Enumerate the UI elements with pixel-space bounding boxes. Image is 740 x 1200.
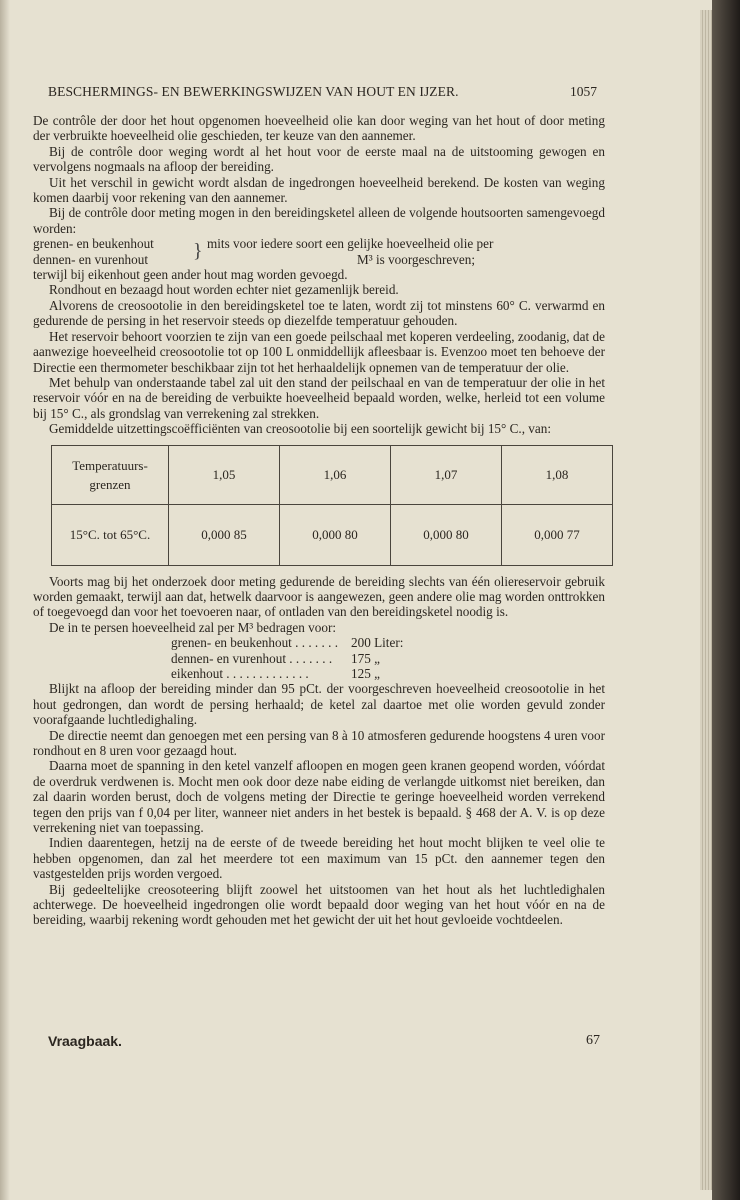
- table-column-header: 1,08: [502, 445, 613, 504]
- paragraph: Bij de contrôle door weging wordt al het hout voor de eerste maal na de uitstooming gewogen en vervolgens nogmaals na afloop der bereiding.: [33, 143, 605, 175]
- wood-rest-2: M³ is voorgeschreven;: [357, 251, 475, 267]
- paragraph: De in te persen hoeveelheid zal per M³ bedragen voor:: [49, 619, 337, 635]
- table-row-label: 15°C. tot 65°C.: [52, 504, 169, 565]
- table-header-label: Temperatuurs- grenzen: [52, 445, 169, 504]
- paragraph: Het reservoir behoort voorzien te zijn van een goede peilschaal met koperen verdeeling, zoodanig, dat de aanwezige hoeveelheid creosootolie tot op 100 L onmiddellijk afleesbaar is. Evenzoo moet ten behoeve der Directie een thermometer beschikbaar zijn tot het herhaaldelijk opnemen van de temperatuur der olie.: [33, 328, 605, 375]
- table-header-row: [52, 445, 613, 504]
- quantity-label: grenen- en beukenhout . . . . . . .: [171, 635, 338, 651]
- scan-background: [712, 0, 740, 1200]
- table-cell: 0,000 85: [169, 504, 280, 565]
- quantity-label: eikenhout . . . . . . . . . . . . .: [171, 665, 309, 681]
- footer-signature: 67: [586, 1033, 600, 1048]
- quantity-value: 175 „: [351, 650, 380, 666]
- table-column-header: 1,05: [169, 445, 280, 504]
- quantity-value: 200 Liter:: [351, 635, 404, 651]
- paragraph: Blijkt na afloop der bereiding minder dan 95 pCt. der voorgeschreven hoeveelheid creosootolie in het hout gedrongen, dan wordt de persing herhaald; de ketel zal daartoe met olie worden gevuld zonder voorafgaande luchtledighaling.: [33, 681, 605, 728]
- body-text: [33, 113, 605, 928]
- wood-line-2: dennen- en vurenhout: [33, 251, 148, 267]
- table-cell: 0,000 77: [502, 504, 613, 565]
- paragraph: Uit het verschil in gewicht wordt alsdan de ingedrongen hoeveelheid berekend. De kosten van weging komen daarbij voor rekening van den aannemer.: [33, 174, 605, 206]
- paragraph: Voorts mag bij het onderzoek door meting gedurende de bereiding slechts van één oliereservoir gebruik worden gemaakt, terwijl aan dat, hetwelk daarvoor is aangewezen, geen andere olie mag worden onttrokken of toegevoegd dan voor het toevoeren naar, of ontladen van den bereidingsketel noodig is.: [33, 573, 605, 620]
- paragraph: terwijl bij eikenhout geen ander hout mag worden gevoegd.: [33, 267, 348, 283]
- table-row: [52, 504, 613, 565]
- table-column-header: 1,07: [391, 445, 502, 504]
- quantity-row: [33, 666, 605, 681]
- table-cell: 0,000 80: [391, 504, 502, 565]
- paragraph: Rondhout en bezaagd hout worden echter niet gezamenlijk bereid.: [49, 282, 399, 298]
- paragraph: De directie neemt dan genoegen met een persing van 8 à 10 atmosferen gedurende hoogstens 4 uren voor rondhout en 8 uren voor gezaagd hout.: [33, 727, 605, 758]
- paragraph: Alvorens de creosootolie in den bereidingsketel toe te laten, wordt zij tot minstens 60° C. verwarmd en gedurende de persing in het reservoir steeds op diezelfde temperatuur gehouden.: [33, 297, 605, 329]
- expansion-table: [51, 445, 605, 566]
- wood-line-1: grenen- en beukenhout: [33, 236, 154, 252]
- quantity-value: 125 „: [351, 665, 380, 681]
- paragraph: Daarna moet de spanning in den ketel vanzelf afloopen en mogen geen kranen geopend worden, vóórdat de overdruk verdwenen is. Mocht men ook door deze nabe eiding de verlangde uitkomst niet bereiken, dan zal daarin worden berust, doch de volgens meting der Directie te geringe hoeveelheid worden verrekend tegen den prijs van f 0,04 per liter, wanneer niet anders in het bestek is bepaald. § 468 der A. V. is op deze verrekening niet van toepassing.: [33, 758, 605, 836]
- paragraph: De contrôle der door het hout opgenomen hoeveelheid olie kan door weging van het hout of door meting der verbruikte hoeveelheid olie geschieden, ter keuze van den aannemer.: [33, 113, 605, 144]
- wood-group: [33, 236, 605, 267]
- paragraph: Bij de contrôle door meting mogen in den bereidingsketel alleen de volgende houtsoorten samengevoegd worden:: [33, 205, 605, 236]
- table-cell: 0,000 80: [280, 504, 391, 565]
- paragraph: Gemiddelde uitzettingscoëfficiënten van creosootolie bij een soortelijk gewicht bij 15° C., van:: [49, 421, 551, 437]
- page-gutter: [0, 0, 10, 1200]
- table-column-header: 1,06: [280, 445, 391, 504]
- brace-icon: }: [193, 240, 203, 263]
- page-footer: [48, 1033, 600, 1049]
- footer-title: Vraagbaak.: [48, 1033, 122, 1049]
- paragraph: Met behulp van onderstaande tabel zal uit den stand der peilschaal en van de temperatuur der olie in het reservoir vóór en na de bereiding de verbuikte hoeveelheid bepaald worden, welke, herleid tot een volume bij 15° C., als grondslag van verrekening zal strekken.: [33, 374, 605, 421]
- paragraph: Indien daarentegen, hetzij na de eerste of de tweede bereiding het hout mocht blijken te veel olie te hebben opgenomen, dan zal het meerdere tot een maximum van 15 pCt. den aannemer tegen den vastgestelden prijs worden vergoed.: [33, 835, 605, 882]
- quantity-row: [33, 635, 605, 650]
- paragraph: Bij gedeeltelijke creosoteering blijft zoowel het uitstoomen van het hout als het luchtledighalen achterwege. De hoeveelheid ingedrongen olie wordt bepaald door weging van het hout vóór en na de bereiding, waarbij rekening wordt gehouden met het gewicht der uit het hout gevloeide vochtdeelen.: [33, 881, 605, 928]
- quantity-label: dennen- en vurenhout . . . . . . .: [171, 650, 333, 666]
- quantity-row: [33, 651, 605, 666]
- running-title: BESCHERMINGS- EN BEWERKINGSWIJZEN VAN HOUT EN IJZER.: [48, 84, 459, 99]
- page-number: 1057: [570, 84, 597, 99]
- wood-rest-1: mits voor iedere soort een gelijke hoeveelheid olie per: [207, 236, 494, 252]
